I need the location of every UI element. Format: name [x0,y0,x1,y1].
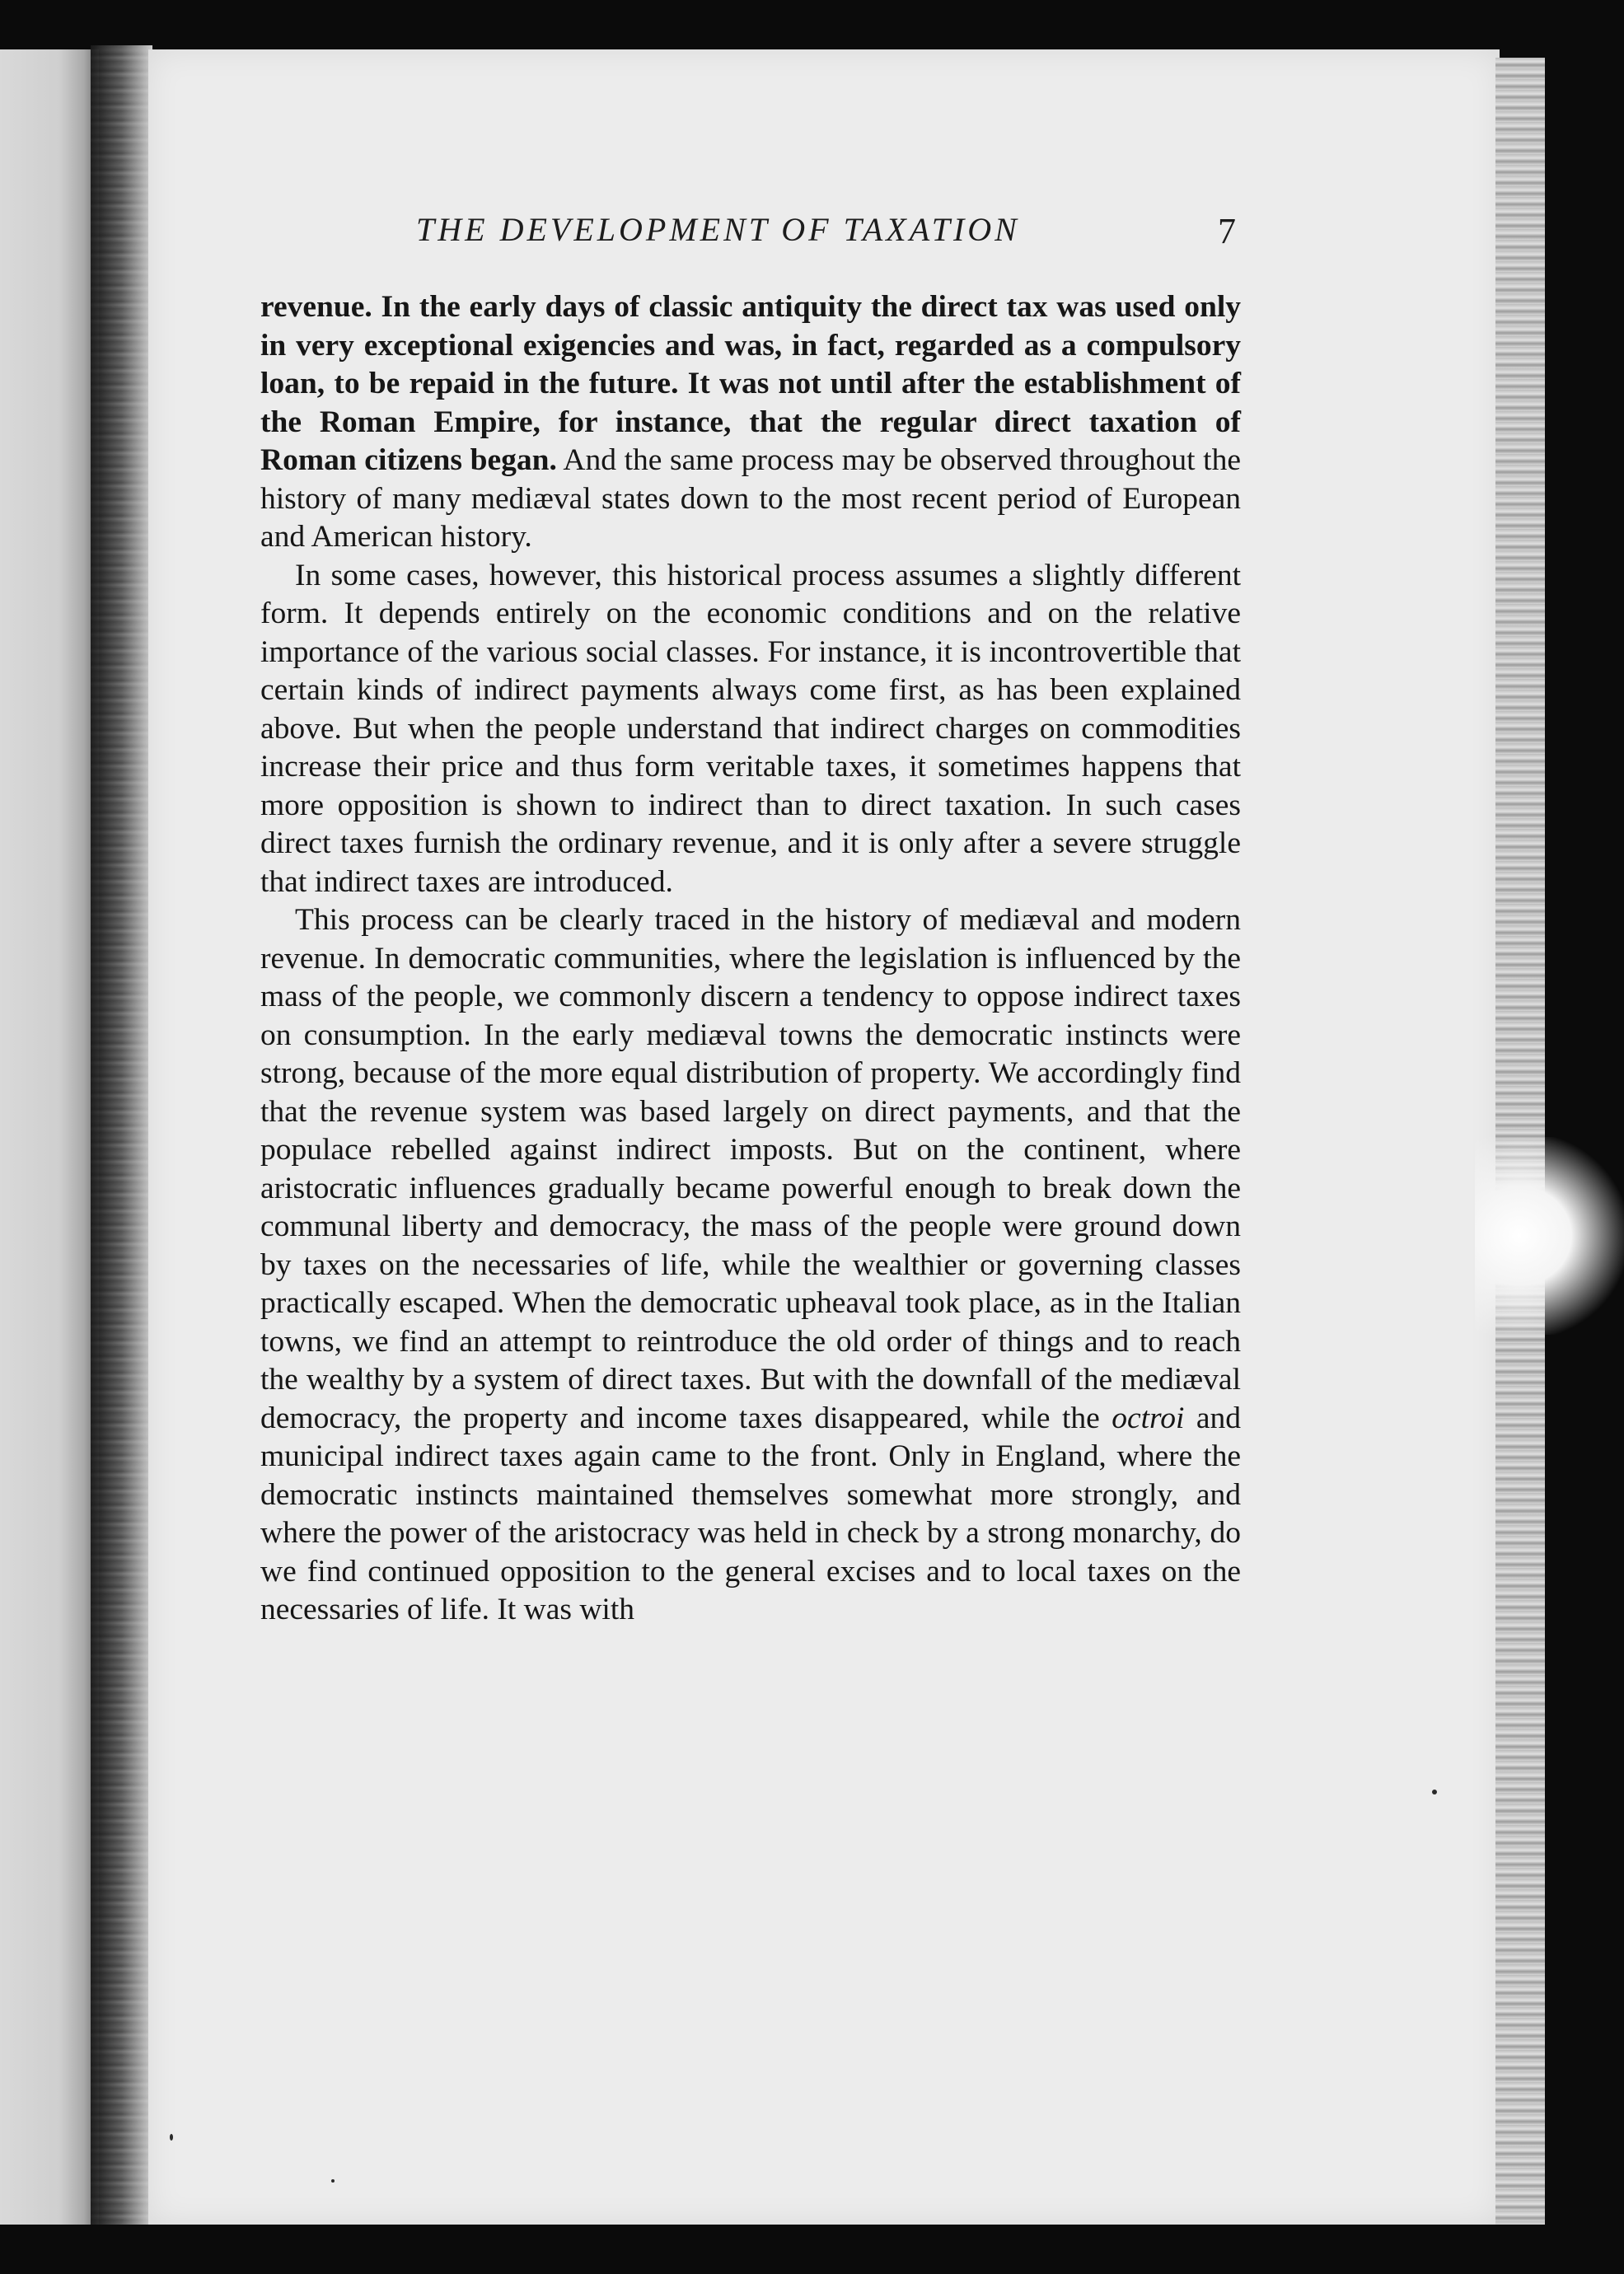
paragraph-1 [260,288,1241,557]
dust-speck [170,2134,173,2141]
paragraph-3-text-a: This process can be clearly traced in the history of mediæval and modern revenue. In democratic communities, where the legislation is influenced by the mass of the people, we commonly discern a tendency to oppose indirect taxes on consumption. In the early mediæval towns the democratic instincts were strong, because of the more equal distribution of property. We accordingly find that the revenue system was based largely on direct payments, and that the populace rebelled against indirect imposts. But on the continent, where aristocratic influences gradually became powerful enough to break down the communal liberty and democracy, the mass of the people were ground down by taxes on the necessaries of life, while the wealthier or governing classes practically escaped. When the democratic upheaval took place, as in the Italian towns, we find an attempt to reintroduce the old order of things and to reach the wealthy by a system of direct taxes. But with the downfall of the mediæval democracy, the property and income taxes disappeared, while the [260,903,1241,1435]
dust-speck [331,2179,335,2183]
paragraph-2: In some cases, however, this historical process assumes a slightly different form. It depends entirely on the economic conditions and on the relative importance of the various social classes. For instance, it is incontrovertible that certain kinds of indirect payments always come first, as has been explained above. But when the people understand that indirect charges on commodities increase their price and thus form veritable taxes, it sometimes happens that more opposition is shown to indirect than to direct taxation. In such cases direct taxes furnish the ordinary revenue, and it is only after a severe struggle that indirect taxes are introduced. [260,558,1241,899]
facing-page-edge [0,49,99,2225]
paragraph-1-text: And the same process may be observed throughout the history of many mediæval states down to the most recent period of European and American history. [260,443,1241,554]
light-glare [1475,1137,1624,1335]
paragraph-1-bold-text: revenue. In the early days of classic antiquity the direct tax was used only in very exceptional exigencies and was, in fact, regarded as a compulsory loan, to be repaid in the future. It was not until after the establishment of the Roman Empire, for instance, that the regular direct taxation of Roman citizens began. [260,290,1241,477]
page-body [260,288,1241,1630]
paragraph-3-italic-word: octroi [1112,1401,1185,1435]
paragraph-3 [260,901,1241,1630]
running-header: THE DEVELOPMENT OF TAXATION [416,211,1020,248]
book-gutter [91,45,152,2225]
paragraph-3-text-b: and municipal indirect taxes again came to the front. Only in England, where the democratic instincts maintained themselves somewhat more strongly, and where the power of the aristocracy was held in check by a strong monarchy, do we find continued opposition to the general excises and to local taxes on the necessaries of life. It was with [260,1401,1241,1626]
dust-speck [1432,1790,1437,1794]
page-number: 7 [1218,211,1236,251]
